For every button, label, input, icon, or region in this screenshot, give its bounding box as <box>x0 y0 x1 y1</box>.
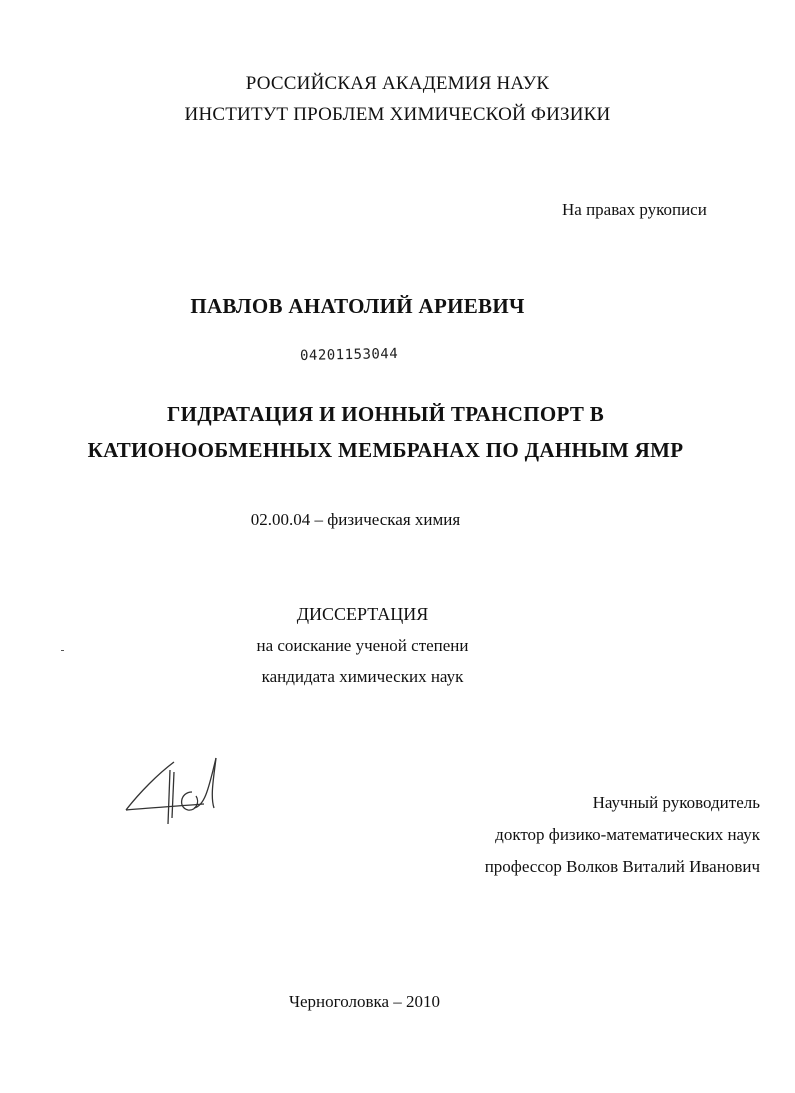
academy-name: РОССИЙСКАЯ АКАДЕМИЯ НАУК <box>245 73 550 94</box>
author-name: ПАВЛОВ АНАТОЛИЙ АРИЕВИЧ <box>190 294 525 318</box>
dissertation-label: ДИССЕРТАЦИЯ <box>296 604 429 624</box>
manuscript-note: На правах рукописи <box>562 200 707 219</box>
institute-name: ИНСТИТУТ ПРОБЛЕМ ХИМИЧЕСКОЙ ФИЗИКИ <box>184 104 611 125</box>
supervisor-name: профессор Волков Виталий Иванович <box>484 857 760 876</box>
scan-speck <box>61 650 64 651</box>
supervisor-role: Научный руководитель <box>592 793 760 812</box>
dissertation-purpose: на соискание ученой степени <box>256 636 469 655</box>
registration-stamp: 04201153044 <box>299 345 399 365</box>
signature-image <box>118 752 228 832</box>
specialty-code: 02.00.04 – физическая химия <box>250 510 461 529</box>
thesis-title-line-2: КАТИОНООБМЕННЫХ МЕМБРАНАХ ПО ДАННЫМ ЯМР <box>87 438 684 462</box>
dissertation-degree: кандидата химических наук <box>261 667 464 686</box>
place-and-year: Черноголовка – 2010 <box>288 992 441 1011</box>
supervisor-degree: доктор физико-математических наук <box>495 825 760 844</box>
thesis-title-line-1: ГИДРАТАЦИЯ И ИОННЫЙ ТРАНСПОРТ В <box>166 402 605 426</box>
